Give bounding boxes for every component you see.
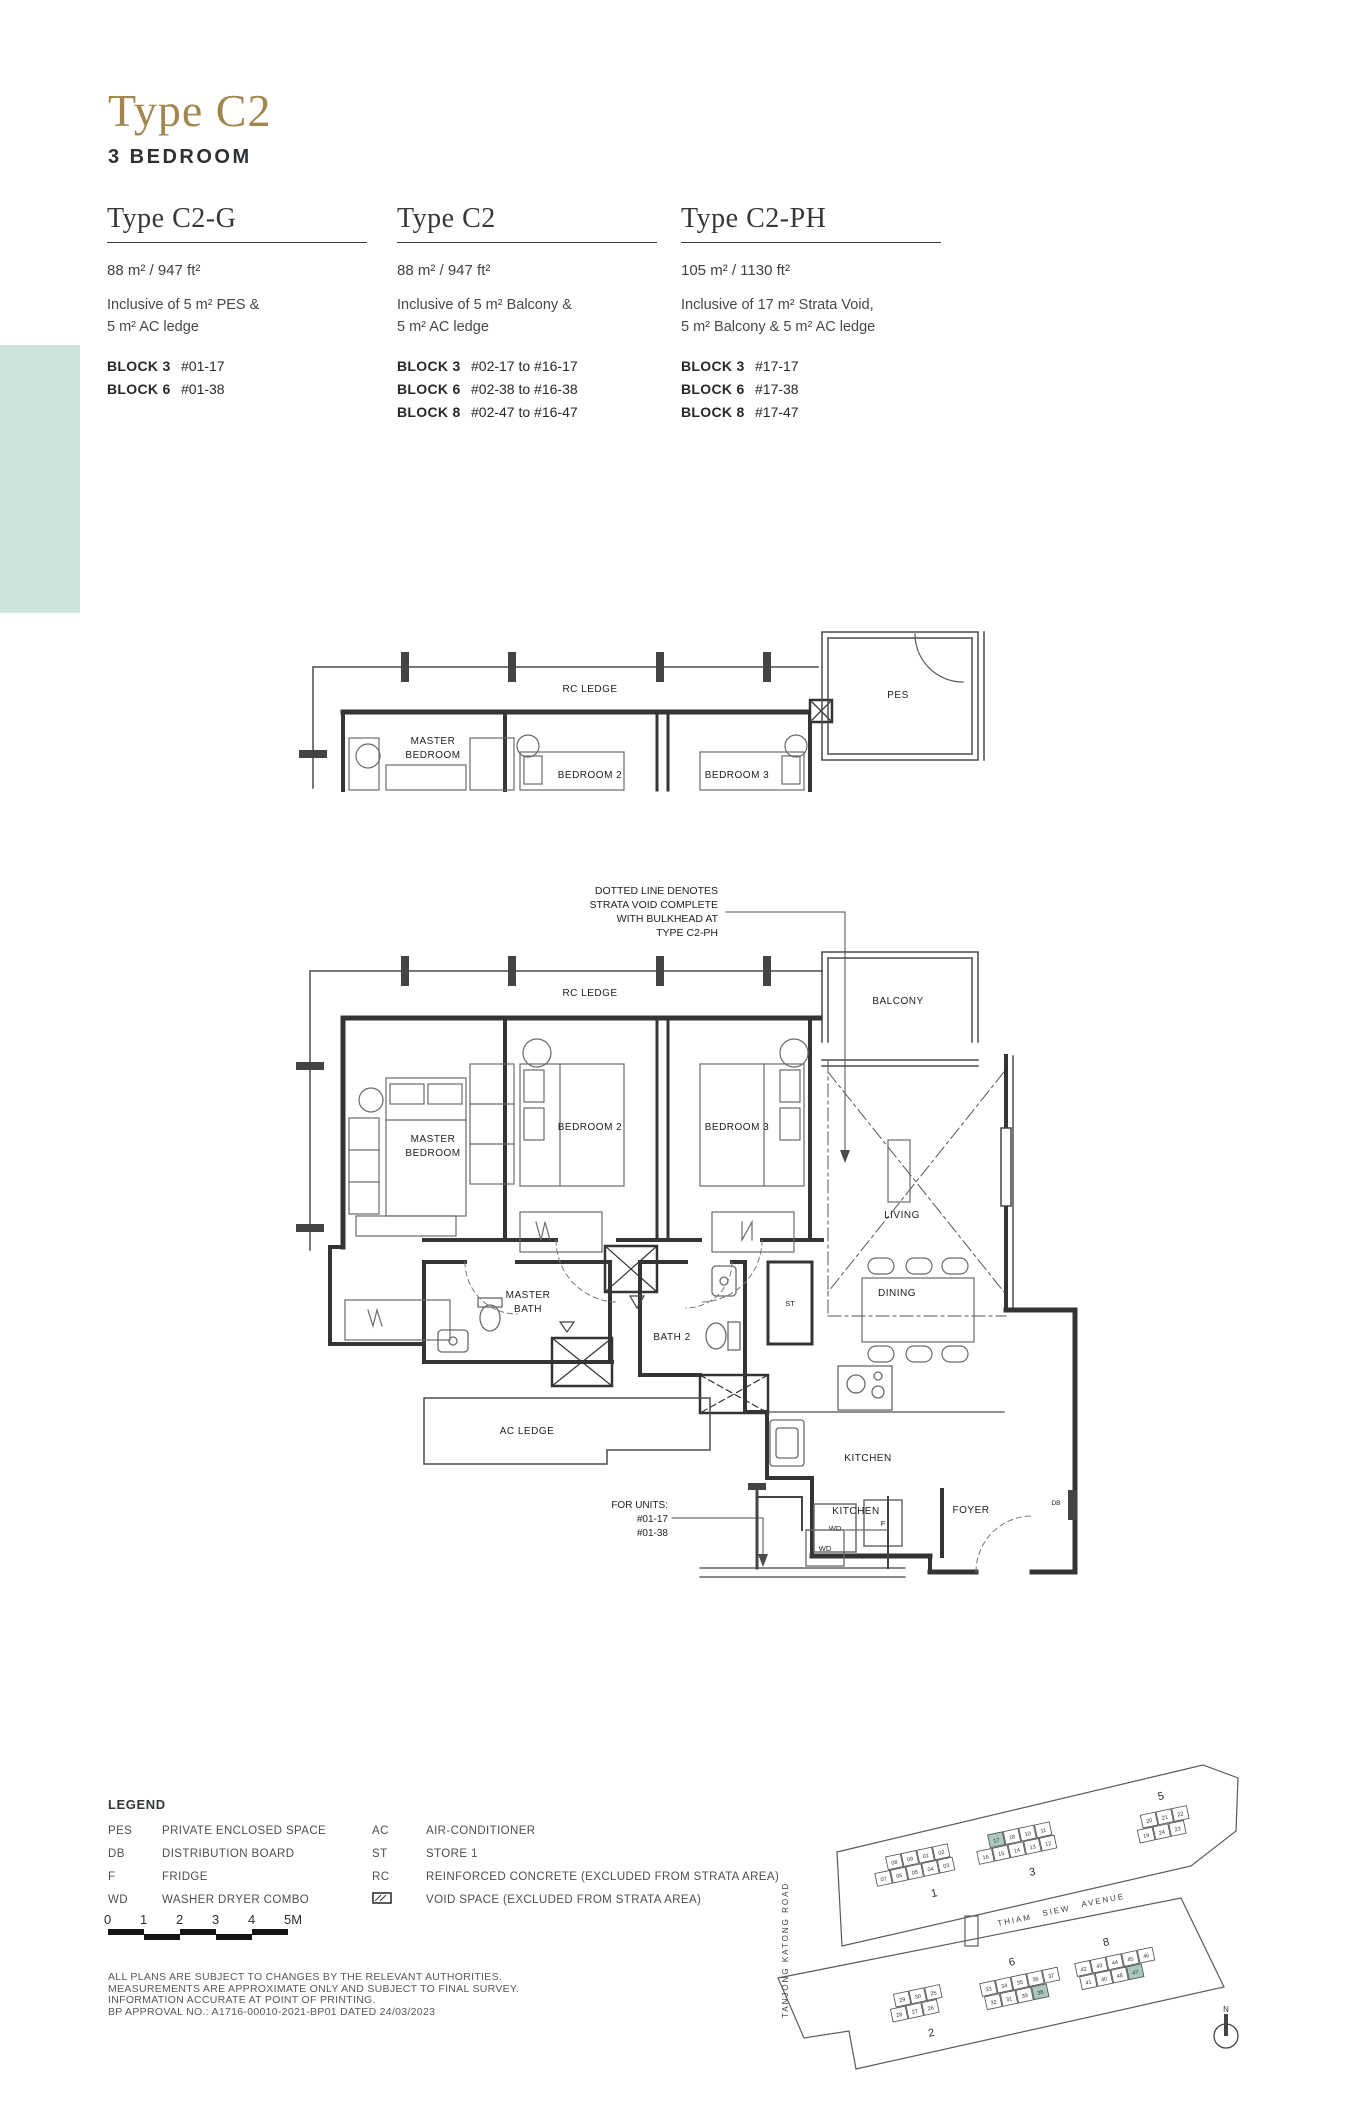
variant-column-c2ph [681, 203, 941, 427]
svg-text:06: 06 [895, 1872, 904, 1881]
master-bath-label: MASTER [505, 1290, 551, 1301]
svg-text:38: 38 [1036, 1989, 1045, 1997]
legend-left-column [108, 1824, 326, 1916]
page-title: Type C2 [108, 85, 272, 136]
svg-text:N: N [1223, 2005, 1229, 2014]
inclusive-line: Inclusive of 5 m² Balcony & [397, 297, 572, 313]
variant-inclusive [681, 294, 941, 338]
north-indicator [1214, 2005, 1238, 2048]
svg-text:#01-17: #01-17 [636, 1514, 668, 1525]
legend-row: AC AIR-CONDITIONER [372, 1824, 536, 1837]
page-subtitle: 3 BEDROOM [108, 146, 252, 168]
svg-text:3: 3 [1028, 1865, 1037, 1879]
bedroom3-label: BEDROOM 3 [704, 770, 770, 781]
road-label-vertical: TANJONG KATONG ROAD [781, 1881, 790, 2018]
legend-row: RC REINFORCED CONCRETE (EXCLUDED FROM STRATA AREA) [372, 1870, 780, 1883]
svg-text:22: 22 [1177, 1811, 1185, 1819]
svg-text:02: 02 [937, 1849, 946, 1857]
pes-label: PES [887, 690, 909, 701]
floor-plan-drawing [0, 610, 1359, 1620]
svg-text:04: 04 [927, 1866, 935, 1874]
site-cluster-8 [1071, 1928, 1158, 1990]
block-row: BLOCK 6 #17-38 [681, 381, 799, 397]
svg-text:TYPE C2-PH: TYPE C2-PH [656, 927, 718, 939]
svg-text:WD: WD [818, 1544, 832, 1553]
svg-text:08: 08 [890, 1859, 899, 1867]
svg-text:#01-38: #01-38 [636, 1528, 668, 1539]
legend-title: LEGEND [108, 1797, 166, 1812]
road-label-thiam: THIAM [996, 1912, 1033, 1928]
divider [107, 242, 367, 243]
disclaimer-text: ALL PLANS ARE SUBJECT TO CHANGES BY THE RELEVANT AUTHORITIES. MEASUREMENTS ARE APPROXIMATE ONLY AND SUBJECT TO FINAL SURVEY. INFORMATION ACCURATE AT POINT OF PRINTING. BP APPROVAL NO.: A1716-00010-2021-BP01 DATED 24/03/2023 [108, 1971, 520, 2018]
legend-row: ST STORE 1 [372, 1847, 478, 1860]
block-row: BLOCK 6 #01-38 [107, 381, 225, 397]
svg-text:07: 07 [880, 1876, 888, 1884]
upper-partial-plan [299, 632, 984, 790]
variant-column-c2g [107, 203, 367, 404]
svg-text:42: 42 [1080, 1966, 1088, 1974]
svg-text:24: 24 [1158, 1829, 1166, 1837]
svg-text:34: 34 [1000, 1983, 1009, 1991]
legend-row: WD WASHER DRYER COMBO [108, 1893, 310, 1906]
svg-text:40: 40 [1100, 1976, 1108, 1984]
svg-text:14: 14 [1013, 1847, 1021, 1855]
legend-row: F FRIDGE [108, 1870, 208, 1883]
svg-text:12: 12 [1044, 1840, 1053, 1849]
legend-row: VOID SPACE (EXCLUDED FROM STRATA AREA) [372, 1893, 779, 1906]
svg-text:BEDROOM: BEDROOM [405, 1148, 461, 1159]
svg-text:20: 20 [1145, 1818, 1154, 1826]
svg-text:STRATA VOID COMPLETE: STRATA VOID COMPLETE [589, 899, 718, 911]
site-cluster-2 [888, 1985, 951, 2047]
furniture [345, 1039, 910, 1340]
svg-text:29: 29 [898, 1997, 907, 2005]
dining-set [862, 1258, 974, 1362]
svg-text:15: 15 [997, 1850, 1006, 1859]
variant-area: 88 m² / 947 ft² [397, 262, 491, 279]
svg-text:31: 31 [1005, 1996, 1013, 2004]
svg-text:8: 8 [1101, 1936, 1111, 1950]
svg-text:DOTTED LINE DENOTES: DOTTED LINE DENOTES [594, 885, 718, 897]
svg-text:47: 47 [1131, 1969, 1140, 1977]
variant-blocks [681, 358, 941, 420]
svg-text:36: 36 [1032, 1976, 1040, 1984]
store-label: ST [785, 1299, 795, 1308]
svg-text:28: 28 [895, 2011, 904, 2020]
bedroom2-label: BEDROOM 2 [557, 770, 623, 781]
svg-text:6: 6 [1007, 1955, 1017, 1969]
inclusive-line: 5 m² Balcony & 5 m² AC ledge [681, 319, 876, 335]
svg-text:19: 19 [1142, 1832, 1151, 1841]
svg-text:21: 21 [1161, 1814, 1169, 1822]
site-cluster-1 [872, 1843, 960, 1910]
svg-text:37: 37 [1047, 1973, 1055, 1981]
svg-text:MASTER: MASTER [410, 1134, 456, 1145]
svg-text:33: 33 [985, 1986, 993, 1994]
svg-text:11: 11 [1040, 1827, 1047, 1835]
site-cluster-5 [1130, 1786, 1192, 1843]
legend-right-column [372, 1824, 779, 1916]
svg-text:25: 25 [930, 1990, 938, 1998]
svg-text:BATH: BATH [514, 1304, 542, 1315]
legend-row: DB DISTRIBUTION BOARD [108, 1847, 295, 1860]
living-label: LIVING [884, 1210, 920, 1221]
site-cluster-6 [976, 1948, 1063, 2010]
svg-text:46: 46 [1142, 1953, 1150, 1961]
variant-blocks [107, 358, 367, 397]
svg-text:5: 5 [1156, 1790, 1166, 1804]
divider [397, 242, 657, 243]
svg-text:WITH BULKHEAD AT: WITH BULKHEAD AT [616, 913, 718, 925]
variant-area: 105 m² / 1130 ft² [681, 262, 790, 279]
foyer-label: FOYER [952, 1505, 990, 1516]
svg-text:KITCHEN: KITCHEN [832, 1506, 880, 1517]
svg-text:43: 43 [1095, 1963, 1104, 1971]
svg-text:05: 05 [911, 1869, 919, 1877]
balcony-label: BALCONY [872, 996, 924, 1007]
variant-area: 88 m² / 947 ft² [107, 262, 201, 279]
svg-text:FOR UNITS:: FOR UNITS: [611, 1500, 668, 1511]
svg-text:23: 23 [1174, 1826, 1182, 1834]
svg-text:35: 35 [1016, 1979, 1024, 1987]
road-label-avenue: AVENUE [1080, 1891, 1126, 1909]
svg-text:RC LEDGE: RC LEDGE [562, 988, 618, 999]
svg-text:45: 45 [1127, 1956, 1135, 1964]
variant-title: Type C2 [397, 203, 496, 234]
scale-bar: 0 1 2 3 4 5M [108, 1912, 328, 1944]
svg-text:39: 39 [1021, 1992, 1029, 2001]
site-cluster-3 [974, 1821, 1062, 1888]
svg-text:16: 16 [982, 1854, 990, 1862]
legend-row: PES PRIVATE ENCLOSED SPACE [108, 1824, 327, 1837]
svg-text:27: 27 [911, 2008, 919, 2016]
block-row: BLOCK 3 #17-17 [681, 358, 799, 374]
road-label-siew: SIEW [1041, 1903, 1072, 1918]
inclusive-line: 5 m² AC ledge [107, 319, 199, 335]
main-unit-plan [296, 952, 1077, 1572]
block-row: BLOCK 8 #17-47 [681, 404, 799, 420]
svg-text:48: 48 [1116, 1972, 1124, 1981]
block-row: BLOCK 3 #01-17 [107, 358, 225, 374]
dining-label: DINING [878, 1288, 916, 1299]
variant-title: Type C2-G [107, 203, 237, 234]
rc-ledge-label: RC LEDGE [562, 684, 618, 695]
wd-label: WD [828, 1524, 842, 1533]
svg-text:BEDROOM 2: BEDROOM 2 [557, 1122, 623, 1133]
variant-title: Type C2-PH [681, 203, 827, 234]
variant-inclusive [397, 294, 657, 338]
divider [681, 242, 941, 243]
left-accent-bar [0, 345, 80, 613]
svg-text:1: 1 [930, 1887, 939, 1901]
svg-text:BEDROOM: BEDROOM [405, 750, 461, 761]
svg-text:09: 09 [906, 1856, 914, 1864]
svg-text:2: 2 [927, 2026, 936, 2040]
for-units-detail [611, 1483, 905, 1577]
site-plan [760, 1740, 1359, 2080]
svg-text:44: 44 [1111, 1959, 1119, 1967]
svg-text:BEDROOM 3: BEDROOM 3 [704, 1122, 770, 1133]
kitchen-label: KITCHEN [844, 1453, 892, 1464]
svg-text:10: 10 [1024, 1831, 1032, 1839]
inclusive-line: 5 m² AC ledge [397, 319, 489, 335]
inclusive-line: Inclusive of 5 m² PES & [107, 297, 260, 313]
inclusive-line: Inclusive of 17 m² Strata Void, [681, 297, 874, 313]
void-space-icon [372, 1892, 426, 1907]
svg-text:03: 03 [942, 1862, 951, 1871]
fridge-label: F [880, 1519, 886, 1528]
svg-text:17: 17 [992, 1837, 1001, 1845]
svg-text:26: 26 [927, 2005, 935, 2013]
block-row: BLOCK 8 #02-47 to #16-47 [397, 404, 578, 420]
ac-ledge-label: AC LEDGE [499, 1426, 555, 1437]
svg-text:18: 18 [1008, 1834, 1016, 1842]
svg-text:32: 32 [990, 1999, 998, 2007]
svg-text:01: 01 [922, 1853, 930, 1861]
variant-blocks [397, 358, 657, 420]
block-row: BLOCK 6 #02-38 to #16-38 [397, 381, 578, 397]
variant-column-c2 [397, 203, 657, 427]
variant-inclusive [107, 294, 367, 338]
site-clusters [872, 1786, 1192, 2046]
svg-text:13: 13 [1029, 1844, 1037, 1852]
db-label: DB [1051, 1500, 1061, 1507]
block-row: BLOCK 3 #02-17 to #16-17 [397, 358, 578, 374]
master-bedroom-label: MASTER [410, 736, 456, 747]
svg-text:41: 41 [1085, 1979, 1093, 1987]
svg-text:30: 30 [914, 1993, 922, 2001]
bath2-label: BATH 2 [653, 1332, 691, 1343]
